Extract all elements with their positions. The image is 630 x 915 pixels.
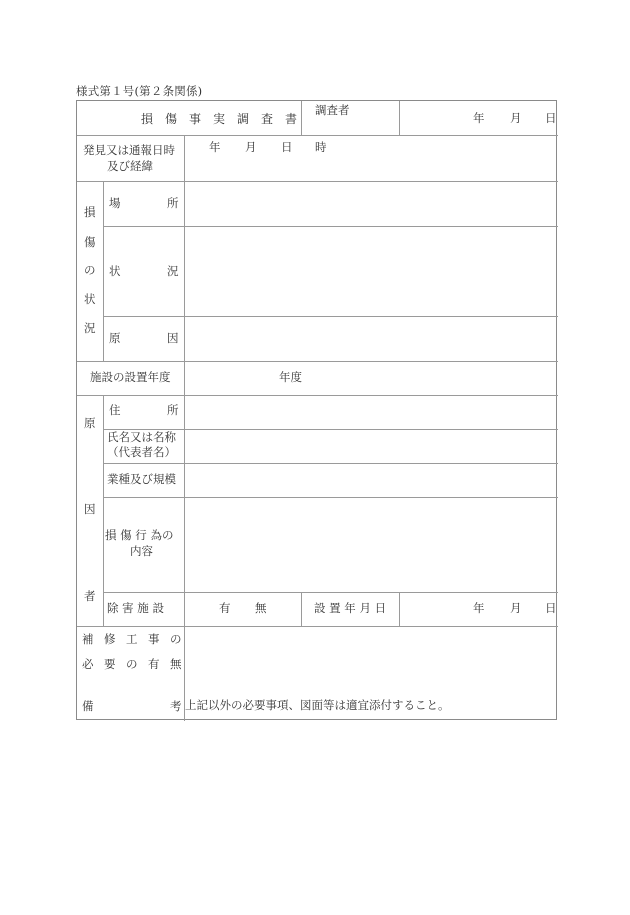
header-date-day: 日 <box>545 111 557 125</box>
install-date-day: 日 <box>545 601 557 615</box>
header-date-month: 月 <box>510 111 522 125</box>
cause-field[interactable] <box>185 317 558 361</box>
name-label-line1: 氏名又は名称 <box>107 430 176 444</box>
name-label-line2: （代表者名） <box>107 445 176 459</box>
business-field[interactable] <box>185 464 558 497</box>
repair-char: 工 <box>126 632 138 646</box>
discovery-date-year: 年 <box>209 140 221 154</box>
remarks-note: 上記以外の必要事項、図面等は適宜添付すること。 <box>185 698 450 712</box>
facility-year-unit: 年度 <box>279 370 302 384</box>
divider <box>301 592 302 626</box>
install-date-year: 年 <box>473 601 485 615</box>
repair-char: 修 <box>104 632 116 646</box>
repair-char: 事 <box>148 632 160 646</box>
removal-facility-label: 除 害 施 設 <box>107 601 164 615</box>
option-no[interactable]: 無 <box>255 601 267 615</box>
repair-char: 有 <box>148 657 160 671</box>
discovery-field[interactable] <box>185 136 558 181</box>
repair-char: の <box>126 657 138 671</box>
install-date-label: 設 置 年 月 日 <box>314 601 387 615</box>
discovery-label-line1: 発見又は通報日時 <box>83 143 175 157</box>
condition-label-b: 況 <box>167 264 179 278</box>
damage-investigation-form <box>76 100 557 720</box>
damage-group-char: 損 <box>84 205 96 219</box>
cause-label-b: 因 <box>167 331 179 345</box>
discovery-label-line2: 及び経緯 <box>107 159 153 173</box>
damage-act-label-line2: 内容 <box>130 544 153 558</box>
cause-label-a: 原 <box>109 331 121 345</box>
facility-year-field[interactable] <box>185 362 558 395</box>
investigator-field[interactable] <box>302 101 399 135</box>
discovery-date-month: 月 <box>245 140 257 154</box>
form-title: 損 傷 事 実 調 査 書 <box>141 112 298 126</box>
repair-char: 要 <box>104 657 116 671</box>
repair-char: 無 <box>170 657 182 671</box>
damage-group-char: 況 <box>84 321 96 335</box>
repair-char: の <box>170 632 182 646</box>
header-date-field[interactable] <box>400 101 558 135</box>
name-field[interactable] <box>185 430 558 463</box>
discovery-date-day: 日 <box>281 140 293 154</box>
location-label-a: 場 <box>109 196 121 210</box>
divider <box>103 181 104 361</box>
location-label-b: 所 <box>167 196 179 210</box>
repair-remarks-field[interactable] <box>185 627 558 695</box>
install-date-month: 月 <box>510 601 522 615</box>
condition-field[interactable] <box>185 227 558 316</box>
option-yes[interactable]: 有 <box>219 601 231 615</box>
location-field[interactable] <box>185 182 558 226</box>
condition-label-a: 状 <box>109 264 121 278</box>
remarks-label-b: 考 <box>170 699 182 713</box>
damage-group-char: の <box>84 263 96 277</box>
repair-char: 必 <box>82 657 94 671</box>
facility-year-label: 施設の設置年度 <box>90 370 171 384</box>
remarks-label-a: 備 <box>82 699 94 713</box>
install-date-field[interactable] <box>400 593 558 626</box>
header-date-year: 年 <box>473 111 485 125</box>
divider <box>103 395 104 626</box>
address-field[interactable] <box>185 396 558 429</box>
business-label: 業種及び規模 <box>107 472 176 486</box>
damage-act-field[interactable] <box>185 498 558 592</box>
cause-person-group-char: 原 <box>84 416 96 430</box>
cause-person-group-char: 因 <box>84 502 96 516</box>
repair-char: 補 <box>82 632 94 646</box>
form-caption: 様式第１号(第２条関係) <box>76 84 203 98</box>
cause-person-group-char: 者 <box>84 589 96 603</box>
damage-act-label-line1: 損 傷 行 為の <box>105 528 174 542</box>
address-label-a: 住 <box>109 403 121 417</box>
discovery-date-hour: 時 <box>315 140 327 154</box>
investigator-label: 調査者 <box>315 103 350 117</box>
address-label-b: 所 <box>167 403 179 417</box>
damage-group-char: 状 <box>84 292 96 306</box>
damage-group-char: 傷 <box>84 235 96 249</box>
